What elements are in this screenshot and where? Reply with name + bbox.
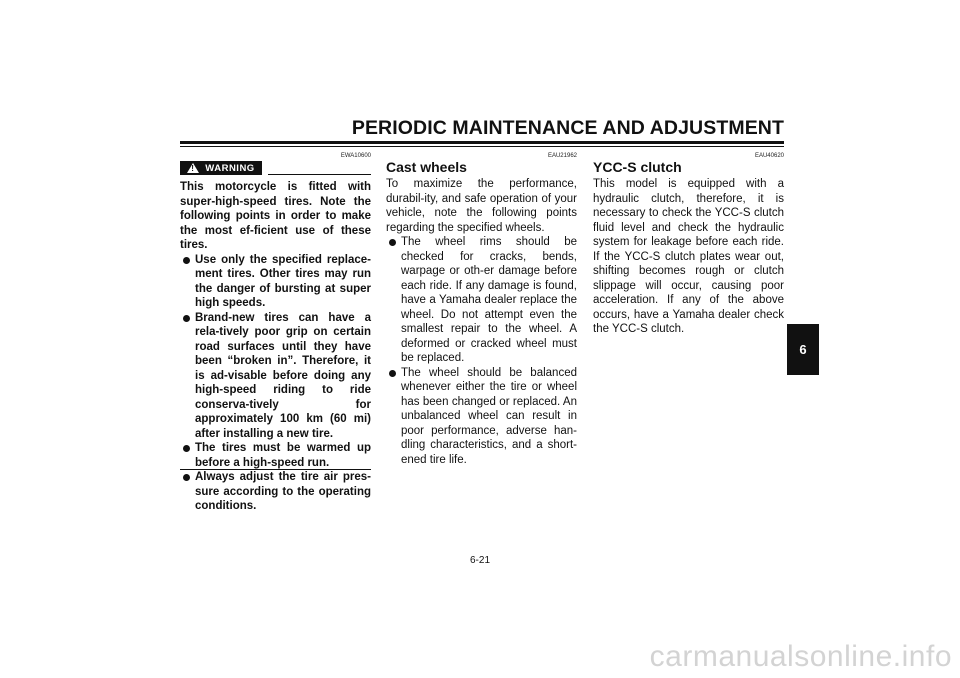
header-rule-thin <box>180 146 784 147</box>
warning-end-line <box>180 469 371 470</box>
page-title: PERIODIC MAINTENANCE AND ADJUSTMENT <box>351 117 784 139</box>
warning-section <box>180 180 371 514</box>
ycc-s-clutch-body: This model is equipped with a hydraulic clutch, therefore, it is necessary to check the YCC-S clutch fluid level and check the hydraulic system for leakage before each ride. If the YCC-S clutch plates wear out, shifting becomes rough or clutch slippage will occur, causing poor acceleration. If any of the above occurs, have a Yamaha dealer check the YCC-S clutch. <box>593 178 784 335</box>
watermark: carmanualsonline.info <box>649 640 952 673</box>
warning-badge-label: WARNING <box>205 162 255 174</box>
warning-triangle-icon: ! <box>187 163 199 173</box>
cast-wheels-section <box>386 159 577 467</box>
ycc-s-clutch-code: EAU40620 <box>754 153 784 159</box>
cast-wheels-item: The wheel rims should be checked for cracks, bends, warpage or oth-er damage before each ride. If any damage is found, have a Yamaha dealer replace the wheel. Do not attempt even the smallest repair to the wheel. A deformed or cracked wheel must be replaced. <box>386 235 577 366</box>
header-rule-thick <box>180 141 784 144</box>
warning-item: Use only the specified replace-ment tires. Other tires may run the danger of bursting at super high speeds. <box>180 253 371 311</box>
page-number: 6-21 <box>469 555 490 566</box>
warning-item: Always adjust the tire air pres-sure according to the operating conditions. <box>180 470 371 514</box>
ycc-s-clutch-heading: YCC-S clutch <box>593 159 682 175</box>
cast-wheels-heading: Cast wheels <box>386 159 467 175</box>
cast-wheels-intro: To maximize the performance, durabil-ity, and safe operation of your vehicle, note the following points regarding the specified wheels. <box>386 178 577 234</box>
cast-wheels-list <box>386 235 577 467</box>
warning-item: Brand-new tires can have a rela-tively poor grip on certain road surfaces until they have been “broken in”. Therefore, it is ad-visable before doing any high-speed riding to ride conserva-tively for approximately 100 km (60 mi) after installing a new tire. <box>180 311 371 442</box>
warning-item: The tires must be warmed up before a high-speed run. <box>180 441 371 470</box>
ycc-s-clutch-section <box>593 159 784 337</box>
warning-code: EWA10600 <box>340 153 371 159</box>
warning-header-line <box>268 174 371 175</box>
warning-intro: This motorcycle is fitted with super-high-speed tires. Note the following points in order to make the most ef-ficient use of these tires. <box>180 181 371 251</box>
cast-wheels-item: The wheel should be balanced whenever either the tire or wheel has been changed or replaced. An unbalanced wheel can result in poor performance, adverse han-dling characteristics, and a short-ened tire life. <box>386 366 577 468</box>
chapter-tab: 6 <box>787 324 819 375</box>
warning-badge <box>180 161 262 175</box>
warning-list <box>180 253 371 514</box>
cast-wheels-code: EAU21962 <box>547 153 577 159</box>
